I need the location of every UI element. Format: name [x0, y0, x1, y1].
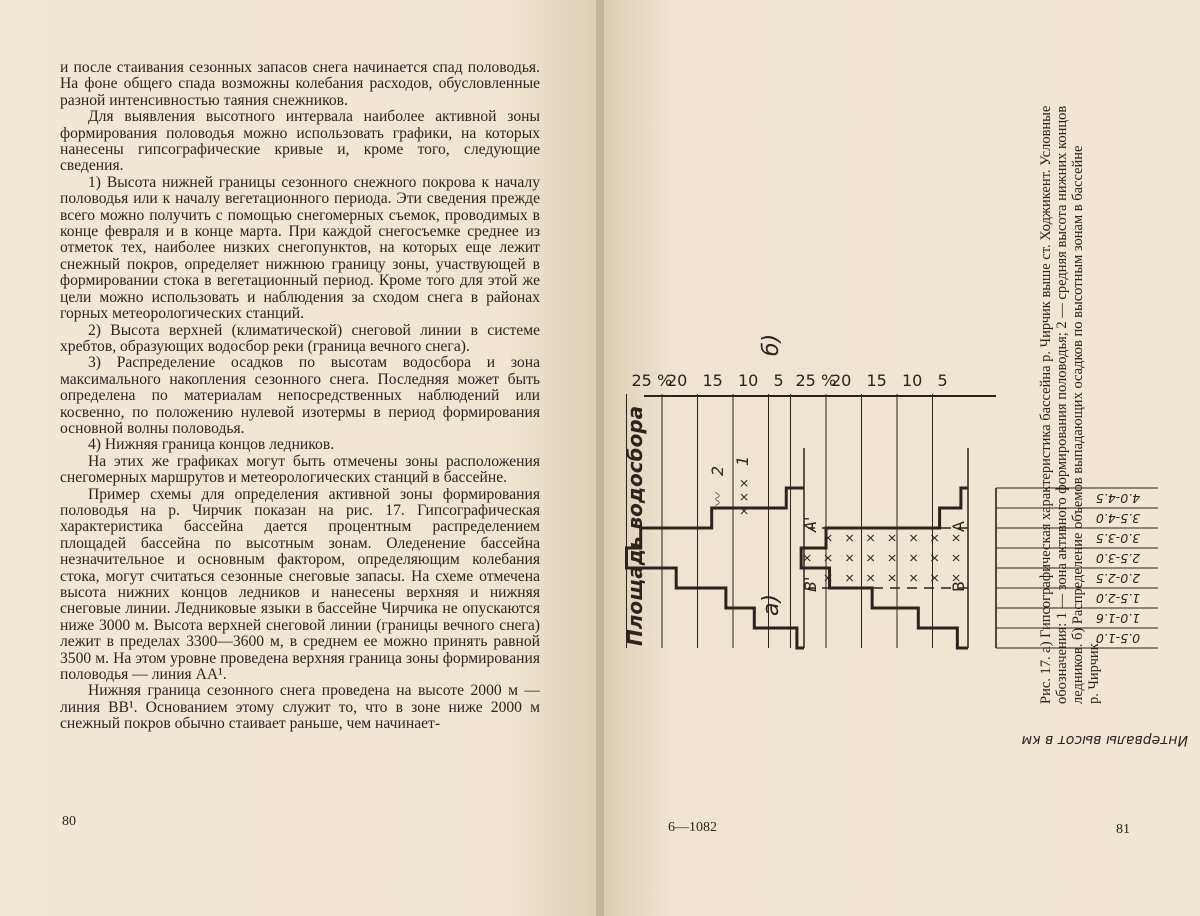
zone-hatch-mark: × — [821, 552, 836, 563]
page-number-left: 80 — [62, 814, 76, 829]
axis-label: Интервалы высот в км — [1021, 732, 1188, 748]
figure-caption — [1038, 14, 1102, 704]
percent-tick-label: 5 — [773, 371, 784, 390]
page-number-right: 81 — [1116, 822, 1130, 837]
paragraph: Пример схемы для определения активной зоны формирования половодья на р. Чирчик показан на рис. 17. Гипсографическая характеристика бассейна дается процентным распределением площадей бассейна по высотным зонам. Оледенение бассейна незначительное и основным фактором, определяющим колебания стока, могут считаться сезонные снеговые запасы. На схеме отмечена высота нижних концов ледников и нанесены верхняя и нижняя снеговые линии. Ледниковые языки в бассейне Чирчика не опускаются ниже 3000 м. Высота верхней снеговой линии (границы вечного снега) лежит в пределах 3300—3600 м, в среднем ее можно принять равной 3500 м. На этом уровне проведена верхняя граница зоны формирования половодья — линия AA¹. — [60, 485, 540, 684]
tick-label: 1.0-1.6 — [1095, 611, 1141, 626]
left-page — [0, 0, 598, 916]
zone-hatch-mark: × — [799, 552, 814, 563]
right-page — [598, 0, 1200, 916]
percent-tick-label: 15 — [866, 371, 887, 390]
zone-hatch-mark: × — [906, 572, 921, 583]
paragraph: и после стаивания сезонных запасов снега начинается спад половодья. На фоне общего спада возможны колебания расходов, обусловленные разной интенсивностью таяния снежников. — [60, 59, 540, 109]
line-label: A' — [801, 516, 820, 532]
caption-line: обозначения: 1 — зона активного формирования половодья; 2 — средняя высота нижних концов — [1054, 105, 1070, 704]
zone-hatch-mark: × — [863, 572, 878, 583]
zone-hatch-mark: × — [927, 532, 942, 543]
percent-tick-label: 5 — [937, 371, 948, 390]
zone-hatch-mark: × — [842, 532, 857, 543]
paragraph: 1) Высота нижней границы сезонного снежного покрова к началу половодья или к началу вегетационного периода. Эти сведения прежде всего можно получить с помощью снегомерных съемок, проводимых в конце февраля и в конце марта. При каждой снегосъемке среднее из отметок тех, наиболее низких снегопунктов, на которых еще лежит снежный покров, определяет нижнюю границу зоны, участвующей в формировании стока в вегетационный период. Кроме того для этой же цели можно использовать и наблюдения за сходом снега в районах горных метеорологических станций. — [60, 173, 540, 323]
zone-hatch-mark: × — [948, 572, 963, 583]
hypsographic-chart — [598, 0, 1200, 916]
panel-label: б) — [759, 333, 784, 356]
signature-mark: 6—1082 — [668, 820, 717, 835]
legend-symbol: × × × — [737, 478, 751, 516]
paragraph: 3) Распределение осадков по высотам водосбора и зона максимального накопления сезонного снега. Последняя может быть определена по материалам непосредственных наблюдений или косвенно, по положению нулевой изотермы в период формирования основной волны половодья. — [60, 354, 540, 437]
left-page-text — [60, 60, 540, 733]
zone-hatch-mark: × — [948, 532, 963, 543]
legend-symbol: 〰 — [711, 492, 727, 506]
percent-tick-label: 10 — [902, 371, 923, 390]
zone-hatch-mark: × — [821, 572, 836, 583]
paragraph: 2) Высота верхней (климатической) снеговой линии в системе хребтов, образующих водосбор реки (граница вечного снега). — [60, 321, 540, 355]
zone-hatch-mark: × — [906, 552, 921, 563]
caption-line: Рис. 17. а) Гипсографическая характеристика бассейна р. Чирчик выше ст. Ходжикент. Условные — [1038, 105, 1054, 704]
percent-tick-label: 20 — [667, 371, 688, 390]
line-label: B — [949, 581, 968, 592]
zone-hatch-mark: × — [842, 552, 857, 563]
zone-hatch-mark: × — [906, 532, 921, 543]
line-label: A — [949, 521, 968, 532]
paragraph: Нижняя граница сезонного снега проведена на высоте 2000 м — линия BB¹. Основанием этому служит то, что в зоне ниже 2000 м снежный покров обычно стаивает раньше, чем начинает- — [60, 682, 540, 733]
zone-hatch-mark: × — [885, 532, 899, 543]
tick-label: 3.5-4.0 — [1095, 511, 1141, 526]
percent-tick-label: 25 % — [631, 371, 673, 390]
zone-hatch-mark: × — [885, 552, 899, 563]
tick-label: 2.5-3.0 — [1095, 551, 1141, 566]
panel-b-bars — [627, 488, 805, 648]
zone-hatch-mark: × — [863, 532, 878, 543]
zone-hatch-mark: × — [885, 572, 899, 583]
paragraph: Для выявления высотного интервала наиболее активной зоны формирования половодья можно использовать графики, на которых нанесены гипсографические кривые и, кроме того, следующие сведения. — [60, 108, 540, 175]
tick-label: 1.5-2.0 — [1095, 591, 1141, 606]
tick-label: 4.0-4.5 — [1095, 491, 1141, 506]
book-gutter — [596, 0, 604, 916]
panel-label: а) — [759, 593, 784, 616]
x-axis-label: Площадь водосбора — [623, 405, 647, 646]
legend-label: 2 — [708, 465, 727, 476]
rotated-figure-frame — [598, 0, 1200, 916]
paragraph: 4) Нижняя граница концов ледников. — [88, 436, 335, 454]
paragraph: На этих же графиках могут быть отмечены зоны расположения снегомерных маршрутов и метеорологических станций в бассейне. — [60, 452, 540, 487]
tick-label: 3.0-3.5 — [1095, 531, 1141, 546]
caption-line: р. Чирчик. — [1086, 639, 1102, 704]
legend-label: 1 — [733, 455, 752, 466]
tick-label: 2.0-2.5 — [1095, 571, 1141, 586]
line-label: B' — [801, 576, 820, 592]
zone-hatch-mark: × — [948, 552, 963, 563]
zone-hatch-mark: × — [842, 572, 857, 583]
zone-hatch-mark: × — [863, 552, 878, 563]
percent-tick-label: 15 — [702, 371, 723, 390]
percent-tick-label: 25 % — [795, 371, 837, 390]
zone-hatch-mark: × — [927, 552, 942, 563]
zone-hatch-mark: × — [821, 532, 836, 543]
zone-hatch-mark: × — [927, 572, 942, 583]
percent-tick-label: 10 — [738, 371, 759, 390]
percent-tick-label: 20 — [831, 371, 852, 390]
tick-label: 0.5-1.0 — [1095, 631, 1141, 646]
caption-line: ледников. б) Распределение объемов выпадающих осадков по высотным зонам в бассейне — [1070, 145, 1086, 704]
